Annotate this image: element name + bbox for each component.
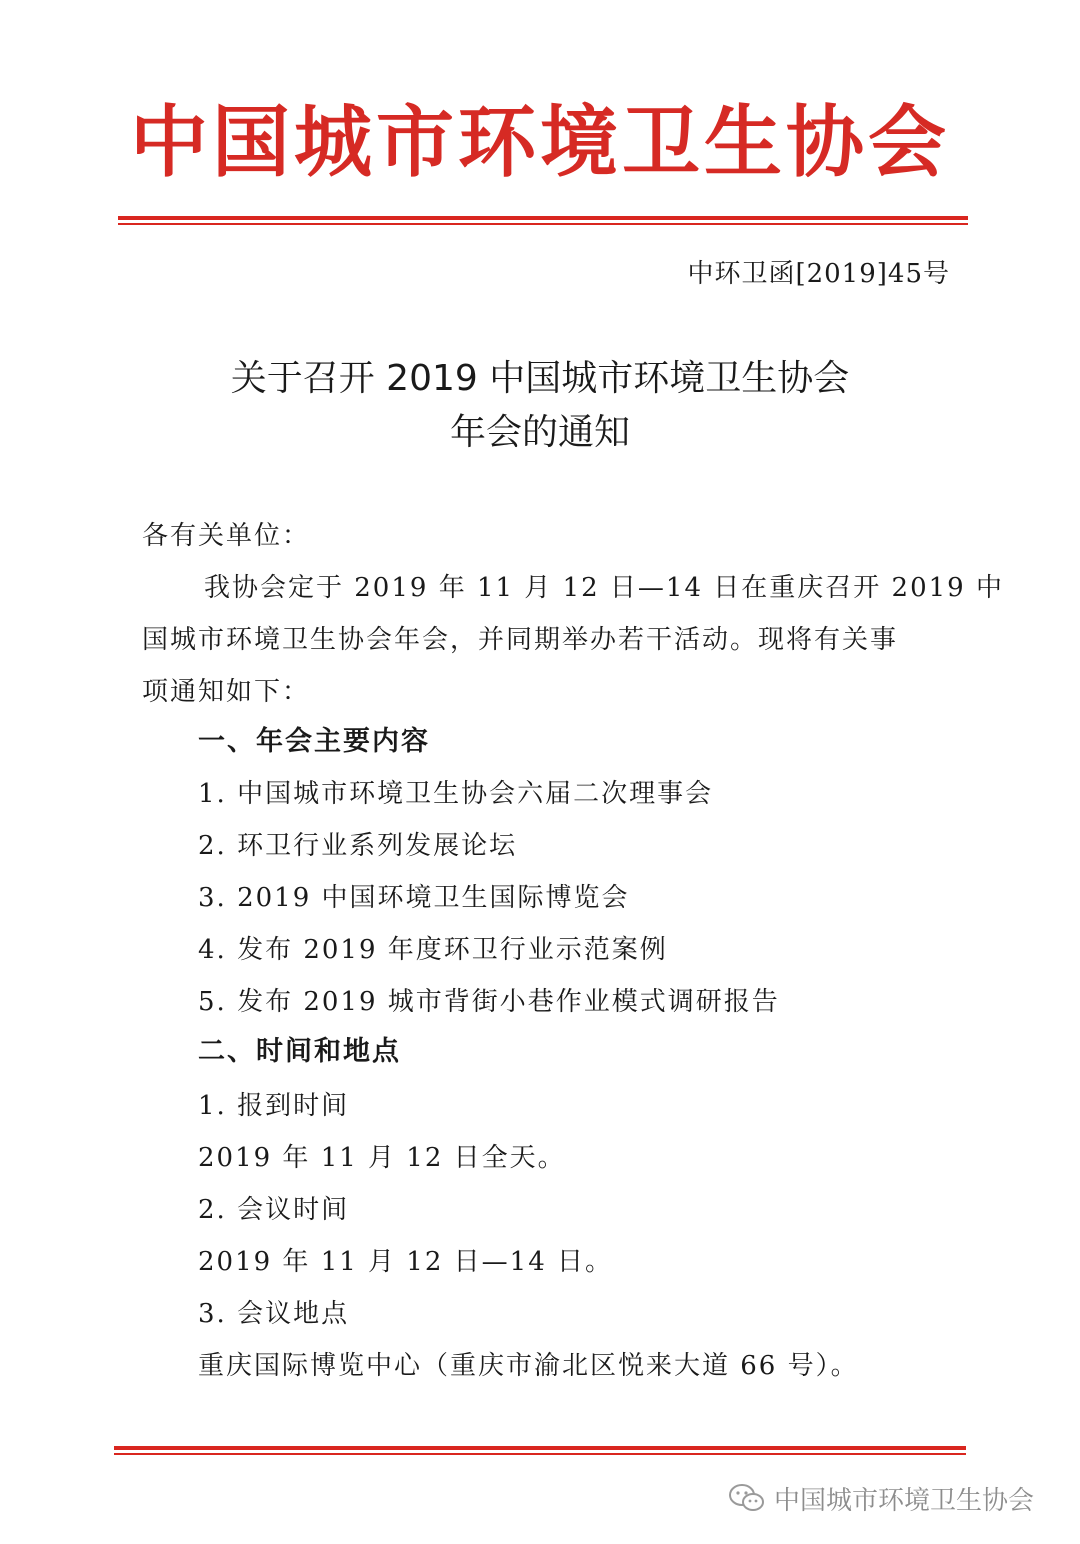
list-item: 3. 2019 中国环境卫生国际博览会	[198, 883, 630, 913]
document-number: 中环卫函[2019]45号	[687, 259, 950, 289]
checkin-time-value: 2019 年 11 月 12 日全天。	[198, 1143, 566, 1173]
list-item: 1. 中国城市环境卫生协会六届二次理事会	[198, 779, 714, 809]
notice-title	[0, 352, 1080, 460]
header-rule-top	[118, 216, 968, 220]
intro-line-3: 项通知如下：	[142, 677, 311, 707]
list-item: 2. 环卫行业系列发展论坛	[198, 831, 518, 861]
meeting-time-label: 2. 会议时间	[198, 1195, 350, 1225]
footer-rule-bottom	[114, 1453, 966, 1455]
notice-title-line-1: 关于召开 2019 中国城市环境卫生协会	[230, 358, 850, 399]
masthead-title: 中国城市环境卫生协会	[129, 98, 950, 188]
list-item: 4. 发布 2019 年度环卫行业示范案例	[198, 935, 668, 965]
wechat-icon	[728, 1483, 766, 1513]
notice-title-line-2: 年会的通知	[449, 412, 630, 453]
section-heading-contents: 一、年会主要内容	[198, 726, 430, 757]
footer-watermark-text: 中国城市环境卫生协会	[774, 1485, 1035, 1516]
venue-value: 重庆国际博览中心（重庆市渝北区悦来大道 66 号）。	[198, 1351, 859, 1381]
footer-rule-top	[114, 1446, 966, 1450]
checkin-time-label: 1. 报到时间	[198, 1091, 350, 1121]
section-heading-time-place: 二、时间和地点	[198, 1036, 401, 1067]
meeting-time-value: 2019 年 11 月 12 日—14 日。	[198, 1247, 614, 1277]
salutation: 各有关单位：	[142, 521, 311, 551]
list-item: 5. 发布 2019 城市背街小巷作业模式调研报告	[198, 987, 780, 1017]
footer-watermark	[728, 1478, 1034, 1518]
venue-label: 3. 会议地点	[198, 1299, 350, 1329]
header-rule-bottom	[118, 223, 968, 225]
intro-line-2: 国城市环境卫生协会年会，并同期举办若干活动。现将有关事	[142, 625, 899, 655]
intro-line-1: 我协会定于 2019 年 11 月 12 日—14 日在重庆召开 2019 中	[204, 573, 1004, 603]
